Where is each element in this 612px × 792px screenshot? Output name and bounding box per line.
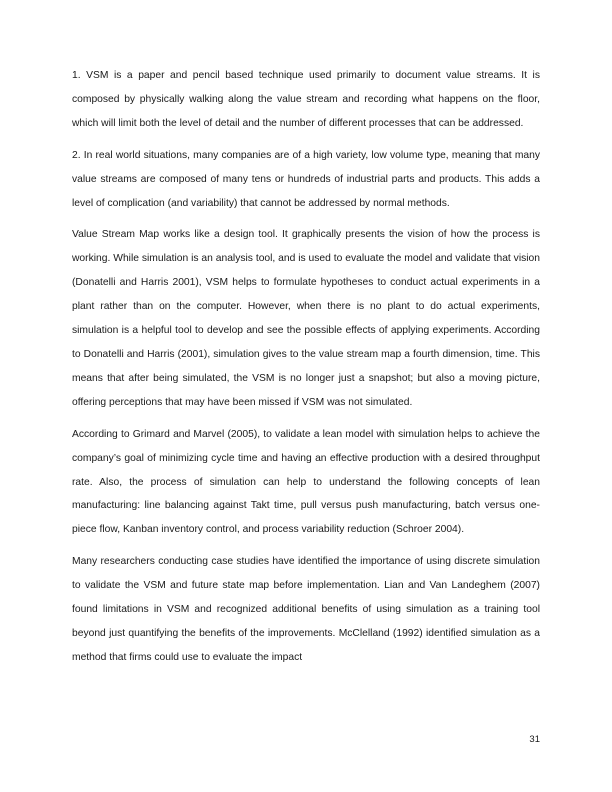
paragraph-vsm-limitation-1: 1. VSM is a paper and pencil based technique used primarily to document value streams. It is composed by physically walking along the value stream and recording what happens on the floor, which will limit both the level of detail and the number of different processes that can be addressed. xyxy=(72,70,540,129)
page-number: 31 xyxy=(529,734,540,745)
paragraph-grimard-marvel: According to Grimard and Marvel (2005), to validate a lean model with simulation helps to achieve the company’s goal of minimizing cycle time and having an effective production with a desired throughput rate. Also, the process of simulation can help to understand the following concepts of lean manufacturing: line balancing against Takt time, pull versus push manufacturing, batch versus one-piece flow, Kanban inventory control, and process variability reduction (Schroer 2004). xyxy=(72,428,540,536)
paragraph-vsm-limitation-2: 2. In real world situations, many companies are of a high variety, low volume type, meaning that many value streams are composed of many tens or hundreds of industrial parts and products. This adds a level of complication (and variability) that cannot be addressed by normal methods. xyxy=(72,149,540,209)
paragraph-case-studies: Many researchers conducting case studies have identified the importance of using discrete simulation to validate the VSM and future state map before implementation. Lian and Van Landeghem (2007) found limitations in VSM and recognized additional benefits of using simulation as a training tool beyond just quantifying the benefits of the improvements. McClelland (1992) identified simulation as a method that firms could use to evaluate the impact xyxy=(72,556,540,663)
paragraph-design-tool: Value Stream Map works like a design tool. It graphically presents the vision of how the process is working. While simulation is an analysis tool, and is used to evaluate the model and validate that vision (Donatelli and Harris 2001), VSM helps to formulate hypotheses to conduct actual experiments in a plant rather than on the computer. However, when there is no plant to do actual experiments, simulation is a helpful tool to develop and see the possible effects of applying experiments. According to Donatelli and Harris (2001), simulation gives to the value stream map a fourth dimension, time. This means that after being simulated, the VSM is no longer just a snapshot; but also a moving picture, offering perceptions that may have been missed if VSM was not simulated. xyxy=(72,229,540,408)
body-text xyxy=(72,64,540,678)
